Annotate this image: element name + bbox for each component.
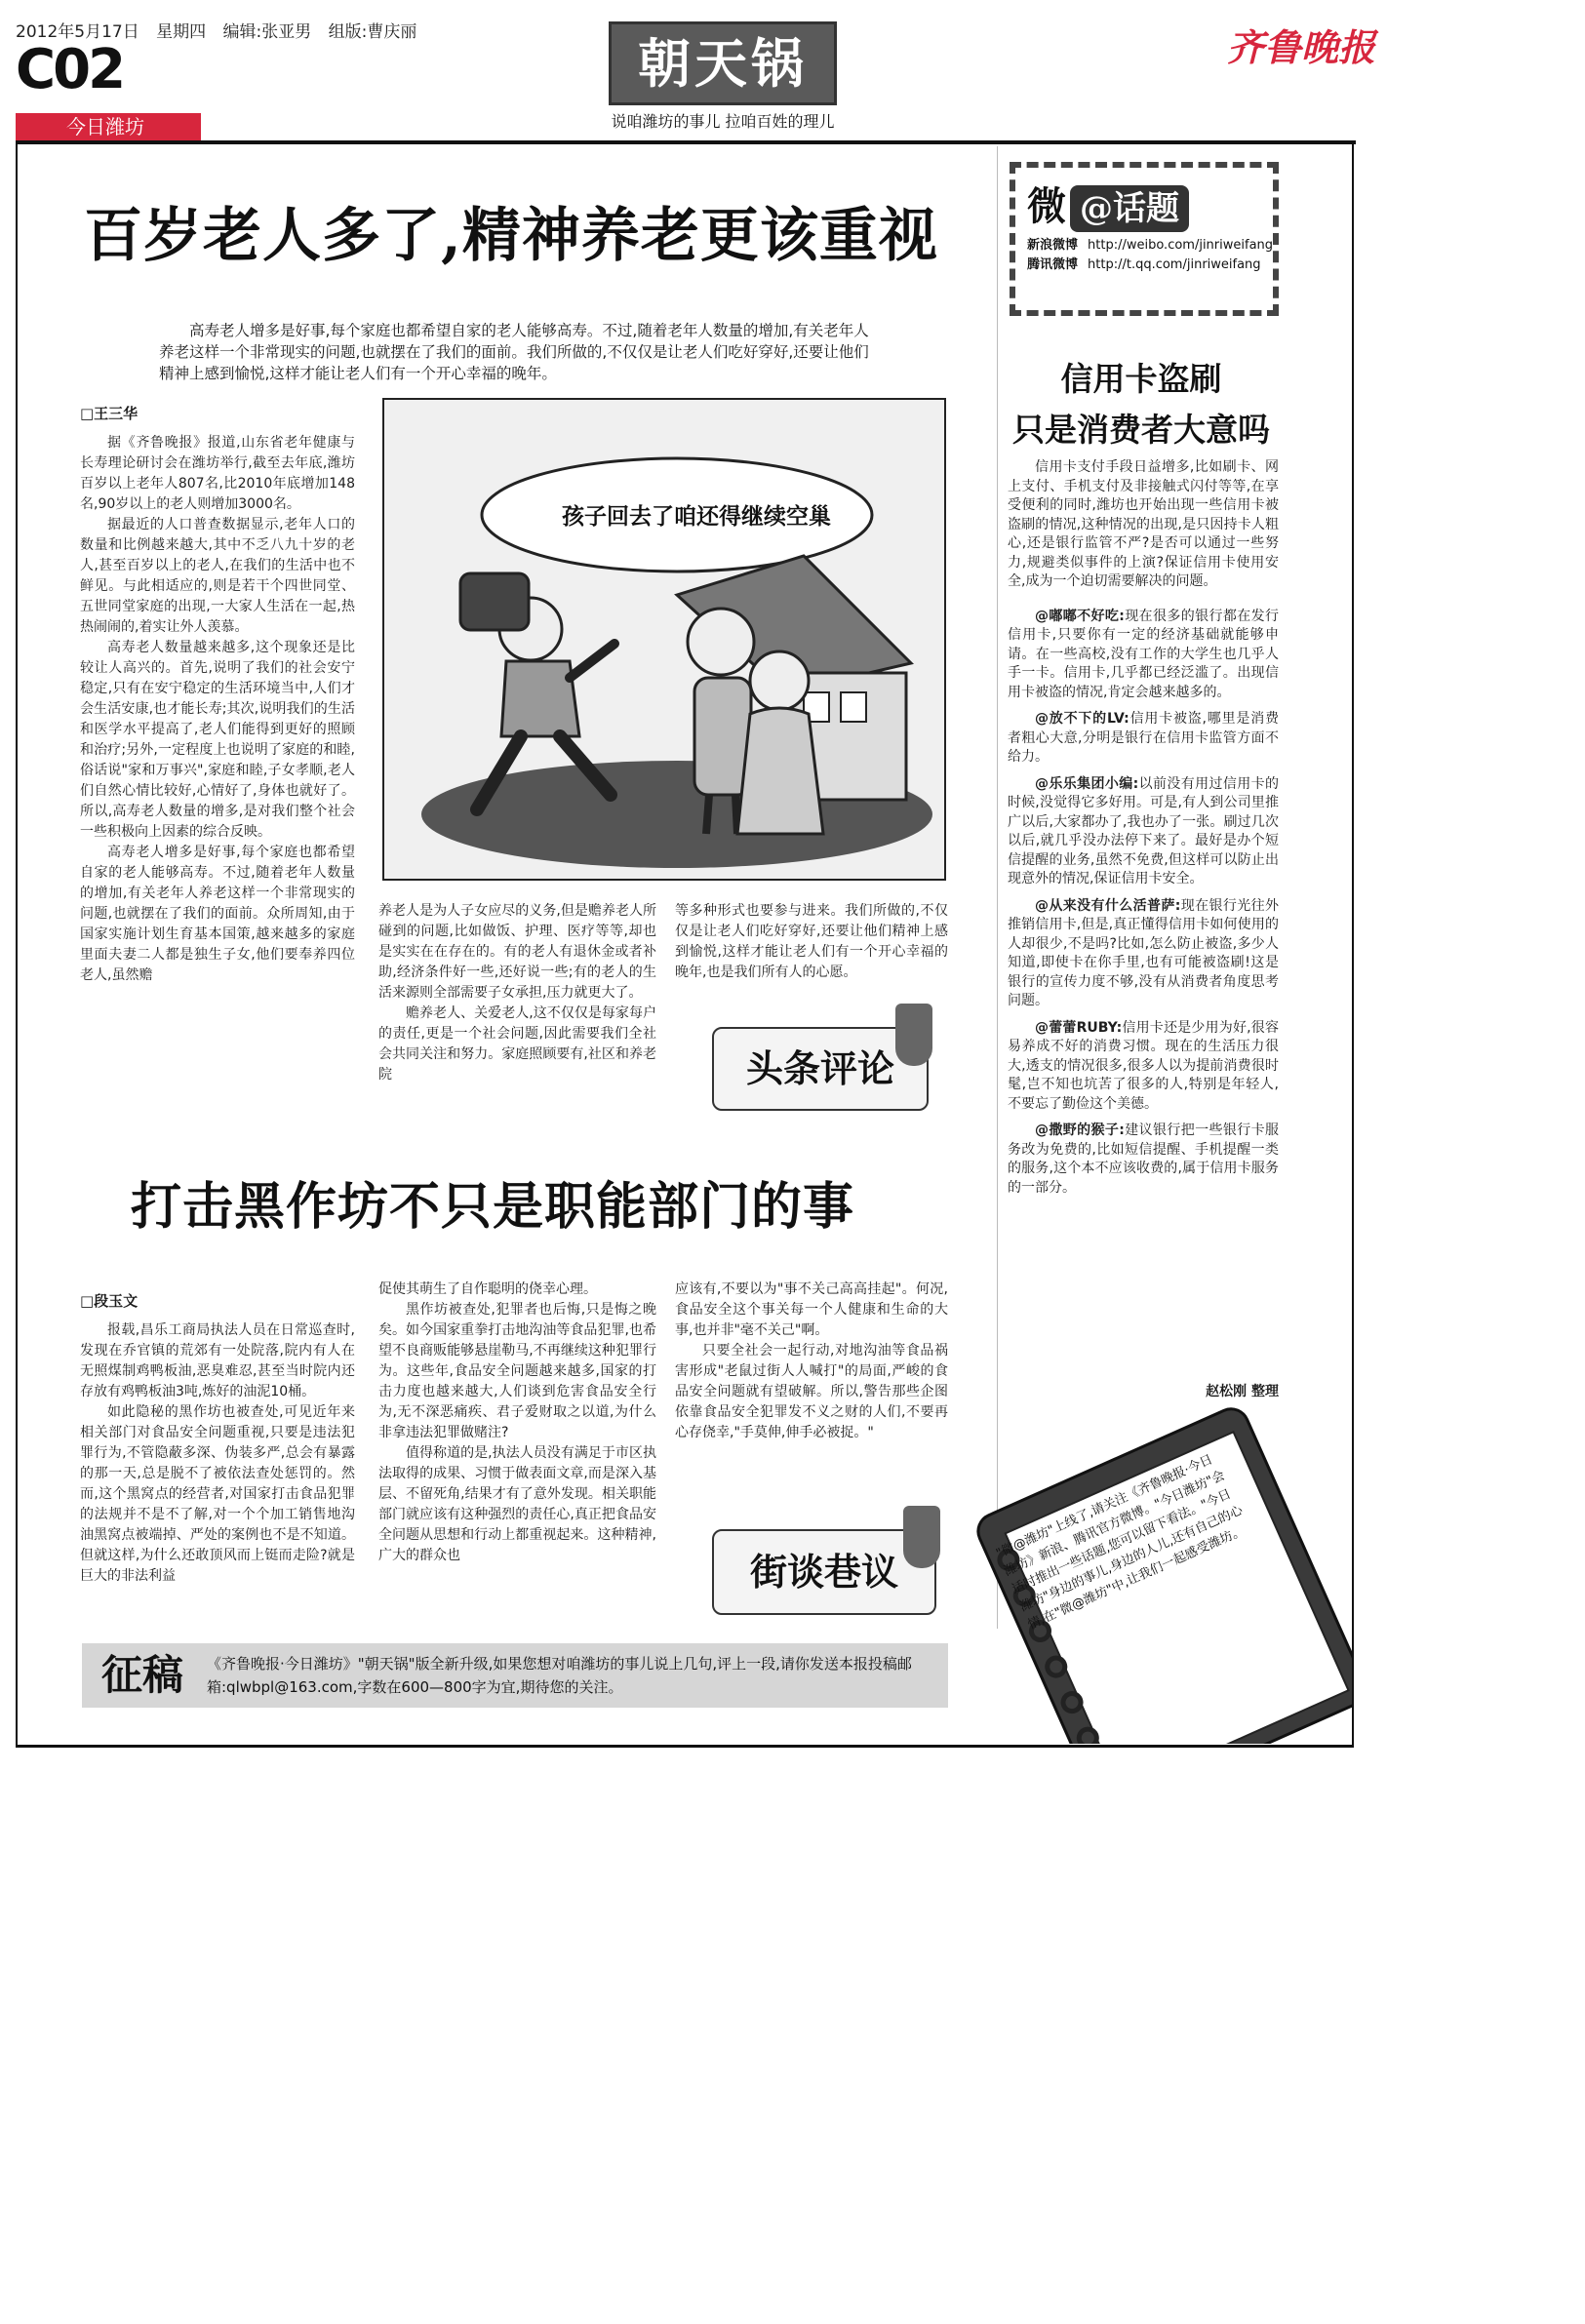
frame-border-bottom xyxy=(16,1745,1354,1748)
paragraph: 如此隐秘的黑作坊也被查处,可见近年来相关部门对食品安全问题重视,只要是违法犯罪行为,不管隐蔽多深、伪装多严,总会有暴露的那一天,总是脱不了被依法查处惩罚的。然而,这个黑窝点的经营者,对国家打击食品犯罪的法规并不是不了解,对一个个加工销售地沟油黑窝点被端掉、严处的案例也不是不知道。但就这样,为什么还敢顶风而上铤而走险?就是巨大的非法利益 xyxy=(80,1404,355,1584)
weibo-comment xyxy=(1008,608,1279,703)
weibo-topic-headline-2: 只是消费者大意吗 xyxy=(1012,411,1270,449)
comment-text: 信用卡还是少用为好,很容易养成不好的消费习惯。现在的生活压力很大,透支的情况很多,很多人以为提前消费很时髦,岂不知也坑苦了很多的人,特别是年轻人,不要忘了勤俭这个美德。 xyxy=(1008,1019,1279,1112)
comment-user: @撒野的猴子: xyxy=(1035,1123,1125,1138)
paragraph: 赡养老人、关爱老人,这不仅仅是每家每户的责任,更是一个社会问题,因此需要我们全社会共同关注和努力。家庭照顾要有,社区和养老院 xyxy=(378,1005,656,1083)
issue-date: 2012年5月17日 xyxy=(16,22,139,42)
call-for-submissions-text: 《齐鲁晚报·今日潍坊》"朝天锅"版全新升级,如果您想对咱潍坊的事儿说上几句,评上一段,请你发送本报投稿邮箱:qlwbpl@163.com,字数在600—800字为宜,期待您的关注。 xyxy=(207,1655,912,1696)
layout-credit: 组版:曹庆丽 xyxy=(328,22,417,42)
weibo-comment xyxy=(1008,1019,1279,1115)
comment-text: 以前没有用过信用卡的时候,没觉得它多好用。可是,有人到公司里推广以后,大家都办了,我也办了一张。刷过几次以后,就几乎没办法停下来了。最好是办个短信提醒的业务,虽然不免费,但这样可以防止出现意外的情况,保证信用卡安全。 xyxy=(1008,775,1279,886)
comment-text: 信用卡被盗,哪里是消费者粗心大意,分明是银行在信用卡监管方面不给力。 xyxy=(1008,711,1279,765)
cartoon-caption: 孩子回去了咱还得继续空巢 xyxy=(562,504,831,530)
article2-column-2 xyxy=(378,1280,656,1631)
article1-column-2 xyxy=(378,901,656,1127)
comment-text: 建议银行把一些银行卡服务改为免费的,比如短信提醒、手机提醒一类的服务,这个本不应该收费的,属于信用卡服务的一部分。 xyxy=(1008,1123,1279,1196)
sina-weibo-label: 新浪微博 xyxy=(1027,238,1079,253)
paragraph: 据最近的人口普查数据显示,老年人口的数量和比例越来越大,其中不乏八九十岁的老人,甚至百岁以上的老人,在我们的生活中也不鲜见。与此相适应的,则是若干个四世同堂、五世同堂家庭的出现,一大家人生活在一起,热热闹闹的,着实让外人羡慕。 xyxy=(80,517,355,635)
weibo-title-rest: @话题 xyxy=(1070,185,1189,232)
article1-column-3 xyxy=(675,901,948,1018)
frame-border-left xyxy=(16,140,18,1748)
badge-label: 头条评论 xyxy=(745,1046,894,1090)
tencent-weibo-url[interactable]: http://t.qq.com/jinriweifang xyxy=(1088,257,1261,272)
paragraph: 应该有,不要以为"事不关己高高挂起"。何况,食品安全这个事关每一个人健康和生命的大事,也并非"毫不关己"啊。 xyxy=(675,1281,948,1338)
comment-text: 现在很多的银行都在发行信用卡,只要你有一定的经济基础就能够申请。在一些高校,没有工作的大学生也几乎人手一卡。信用卡,几乎都已经泛滥了。出现信用卡被盗的情况,肯定会越来越多的。 xyxy=(1008,608,1279,700)
column-logo: 朝天锅 xyxy=(609,21,837,105)
article1-byline: □王三华 xyxy=(80,405,139,422)
paragraph: 值得称道的是,执法人员没有满足于市区执法取得的成果、习惯于做表面文章,而是深入基层、不留死角,结果才有了意外发现。相关职能部门就应该有这种强烈的责任心,真正把食品安全问题从思想和行动上都重视起来。这种精神,广大的群众也 xyxy=(378,1445,656,1563)
weibo-topic-headline-1: 信用卡盗刷 xyxy=(1060,360,1222,398)
notebook-illustration xyxy=(948,1397,1352,1744)
call-for-submissions-title: 征稿 xyxy=(101,1651,184,1699)
comment-user: @乐乐集团小编: xyxy=(1035,775,1139,792)
weibo-editor-note: 赵松刚 整理 xyxy=(1206,1384,1279,1399)
weibo-topic-box xyxy=(1010,162,1279,316)
paragraph: 高寿老人增多是好事,每个家庭也都希望自家的老人能够高寿。不过,随着老年人数量的增加,有关老年人养老这样一个非常现实的问题,也就摆在了我们的面前。众所周知,由于国家实施计划生育基本国策,越来越多的家庭里面夫妻二人都是独生子女,他们要奉养四位老人,虽然赡 xyxy=(80,845,355,983)
article1-headline: 百岁老人多了,精神养老更该重视 xyxy=(84,202,938,270)
cartoon-illustration xyxy=(382,398,946,881)
editor-credit: 编辑:张亚男 xyxy=(222,22,312,42)
paragraph: 养老人是为人子女应尽的义务,但是赡养老人所碰到的问题,比如做饭、护理、医疗等等,却也是实实在在存在的。有的老人有退休金或者补助,经济条件好一些,还好说一些;有的老人的生活来源则全部需要子女承担,压力就更大了。 xyxy=(378,903,656,1001)
article1-lead: 高寿老人增多是好事,每个家庭也都希望自家的老人能够高寿。不过,随着老年人数量的增加,有关老年人养老这样一个非常现实的问题,也就摆在了我们的面前。我们所做的,不仅仅是让老人们吃好穿好,还要让他们精神上感到愉悦,这样才能让老人们有一个开心幸福的晚年。 xyxy=(159,322,869,382)
weibo-comment xyxy=(1008,710,1279,768)
frame-border-right xyxy=(1352,140,1354,1748)
notebook-text: "微@潍坊"上线了,请关注《齐鲁晚报·今日潍坊》新浪、腾讯官方微博。"今日潍坊"会适时推出一些话题,您可以留下看法。"今日潍坊"身边的事儿,身边的人儿,还有自己的心情,在"微@潍坊"中,让我们一起感受潍坊。 xyxy=(994,1452,1248,1634)
article2-headline: 打击黑作坊不只是职能部门的事 xyxy=(131,1177,855,1237)
article2-column-3 xyxy=(675,1280,948,1482)
tencent-weibo-label: 腾讯微博 xyxy=(1027,257,1079,272)
comment-user: @蕾蕾RUBY: xyxy=(1035,1019,1123,1036)
weibo-comment xyxy=(1008,775,1279,889)
article1-column-1 xyxy=(80,433,355,1130)
weibo-comment xyxy=(1008,897,1279,1011)
paragraph: 黑作坊被查处,犯罪者也后悔,只是悔之晚矣。如今国家重拳打击地沟油等食品犯罪,也希望不良商贩能够悬崖勒马,不再继续这种犯罪行为。这些年,食品安全问题越来越多,国家的打击力度也越来越大,人们谈到危害食品安全行为,无不深恶痛疾、君子爱财取之以道,为什么非拿违法犯罪做赌注? xyxy=(378,1302,656,1440)
tencent-weibo-link[interactable] xyxy=(1027,256,1261,275)
comment-user: @从来没有什么活普萨: xyxy=(1035,897,1181,914)
header-rule xyxy=(16,140,1356,144)
newspaper-logo: 齐鲁晚报 xyxy=(1227,25,1376,69)
issue-weekday: 星期四 xyxy=(156,22,207,42)
headline-comment-badge xyxy=(712,1027,929,1111)
weibo-topic-body xyxy=(1008,458,1279,1205)
comment-text: 现在银行光往外推销信用卡,但是,真正懂得信用卡如何使用的人却很少,不是吗?比如,怎么防止被盗,多少人知道,即使卡在你手里,也有可能被盗刷!这是银行的宣传力度不够,没有从消费者角度思考问题。 xyxy=(1008,897,1279,1008)
comment-user: @嘟嘟不好吃: xyxy=(1035,608,1125,624)
comment-user: @放不下的LV: xyxy=(1035,711,1129,727)
paragraph: 报载,昌乐工商局执法人员在日常巡查时,发现在乔官镇的荒郊有一处院落,院内有人在无照煤制鸡鸭板油,恶臭难忍,甚至当时院内还存放有鸡鸭板油3吨,炼好的油泥10桶。 xyxy=(80,1322,355,1399)
weibo-comment xyxy=(1008,1122,1279,1198)
paragraph: 促使其萌生了自作聪明的侥幸心理。 xyxy=(378,1281,597,1297)
person-icon xyxy=(903,1506,940,1568)
weibo-topic-title xyxy=(1027,177,1261,236)
cartoon-drawing xyxy=(384,400,946,881)
column-slogan: 说咱潍坊的事儿 拉咱百姓的理儿 xyxy=(611,112,835,131)
paragraph: 高寿老人数量越来越多,这个现象还是比较让人高兴的。首先,说明了我们的社会安宁稳定,只有在安宁稳定的生活环境当中,人们才会生活安康,也才能长寿;其次,说明我们的生活和医学水平提高了,老人们能得到更好的照顾和治疗;另外,一定程度上也说明了家庭的和睦,俗话说"家和万事兴",家庭和睦,子女孝顺,老人们自然心情比较好,心情好了,身体也就好了。所以,高寿老人数量的增多,是对我们整个社会一些积极向上因素的综合反映。 xyxy=(80,640,355,840)
section-label: 今日潍坊 xyxy=(16,113,201,140)
page-code: C02 xyxy=(16,38,124,101)
weibo-title-char: 微 xyxy=(1027,183,1066,229)
paragraph: 只要全社会一起行动,对地沟油等食品祸害形成"老鼠过街人人喊打"的局面,严峻的食品安全问题就有望破解。所以,警告那些企图依靠食品安全犯罪发不义之财的人们,不要再心存侥幸,"手莫伸,伸手必被捉。" xyxy=(675,1343,948,1440)
sina-weibo-link[interactable] xyxy=(1027,236,1274,256)
badge-label: 街谈巷议 xyxy=(749,1550,898,1594)
paragraph: 等多种形式也要参与进来。我们所做的,不仅仅是让老人们吃好穿好,还要让他们精神上感到愉悦,这样才能让老人们有一个开心幸福的晚年,也是我们所有人的心愿。 xyxy=(675,903,948,980)
weibo-intro: 信用卡支付手段日益增多,比如刷卡、网上支付、手机支付及非接触式闪付等等,在享受便利的同时,潍坊也开始出现一些信用卡被盗刷的情况,这种情况的出现,是只因持卡人粗心,还是银行监管不严?是否可以通过一些努力,规避类似事件的上演?保证信用卡使用安全,成为一个迫切需要解决的问题。 xyxy=(1008,459,1279,589)
street-talk-badge xyxy=(712,1529,936,1615)
sina-weibo-url[interactable]: http://weibo.com/jinriweifang xyxy=(1088,238,1274,253)
article2-byline: □段玉文 xyxy=(80,1292,139,1310)
paragraph: 据《齐鲁晚报》报道,山东省老年健康与长寿理论研讨会在潍坊举行,截至去年底,潍坊百岁以上老年人807名,比2010年底增加148名,90岁以上的老人则增加3000名。 xyxy=(80,435,355,512)
article2-column-1 xyxy=(80,1320,355,1633)
quill-pen-icon xyxy=(895,1004,932,1066)
